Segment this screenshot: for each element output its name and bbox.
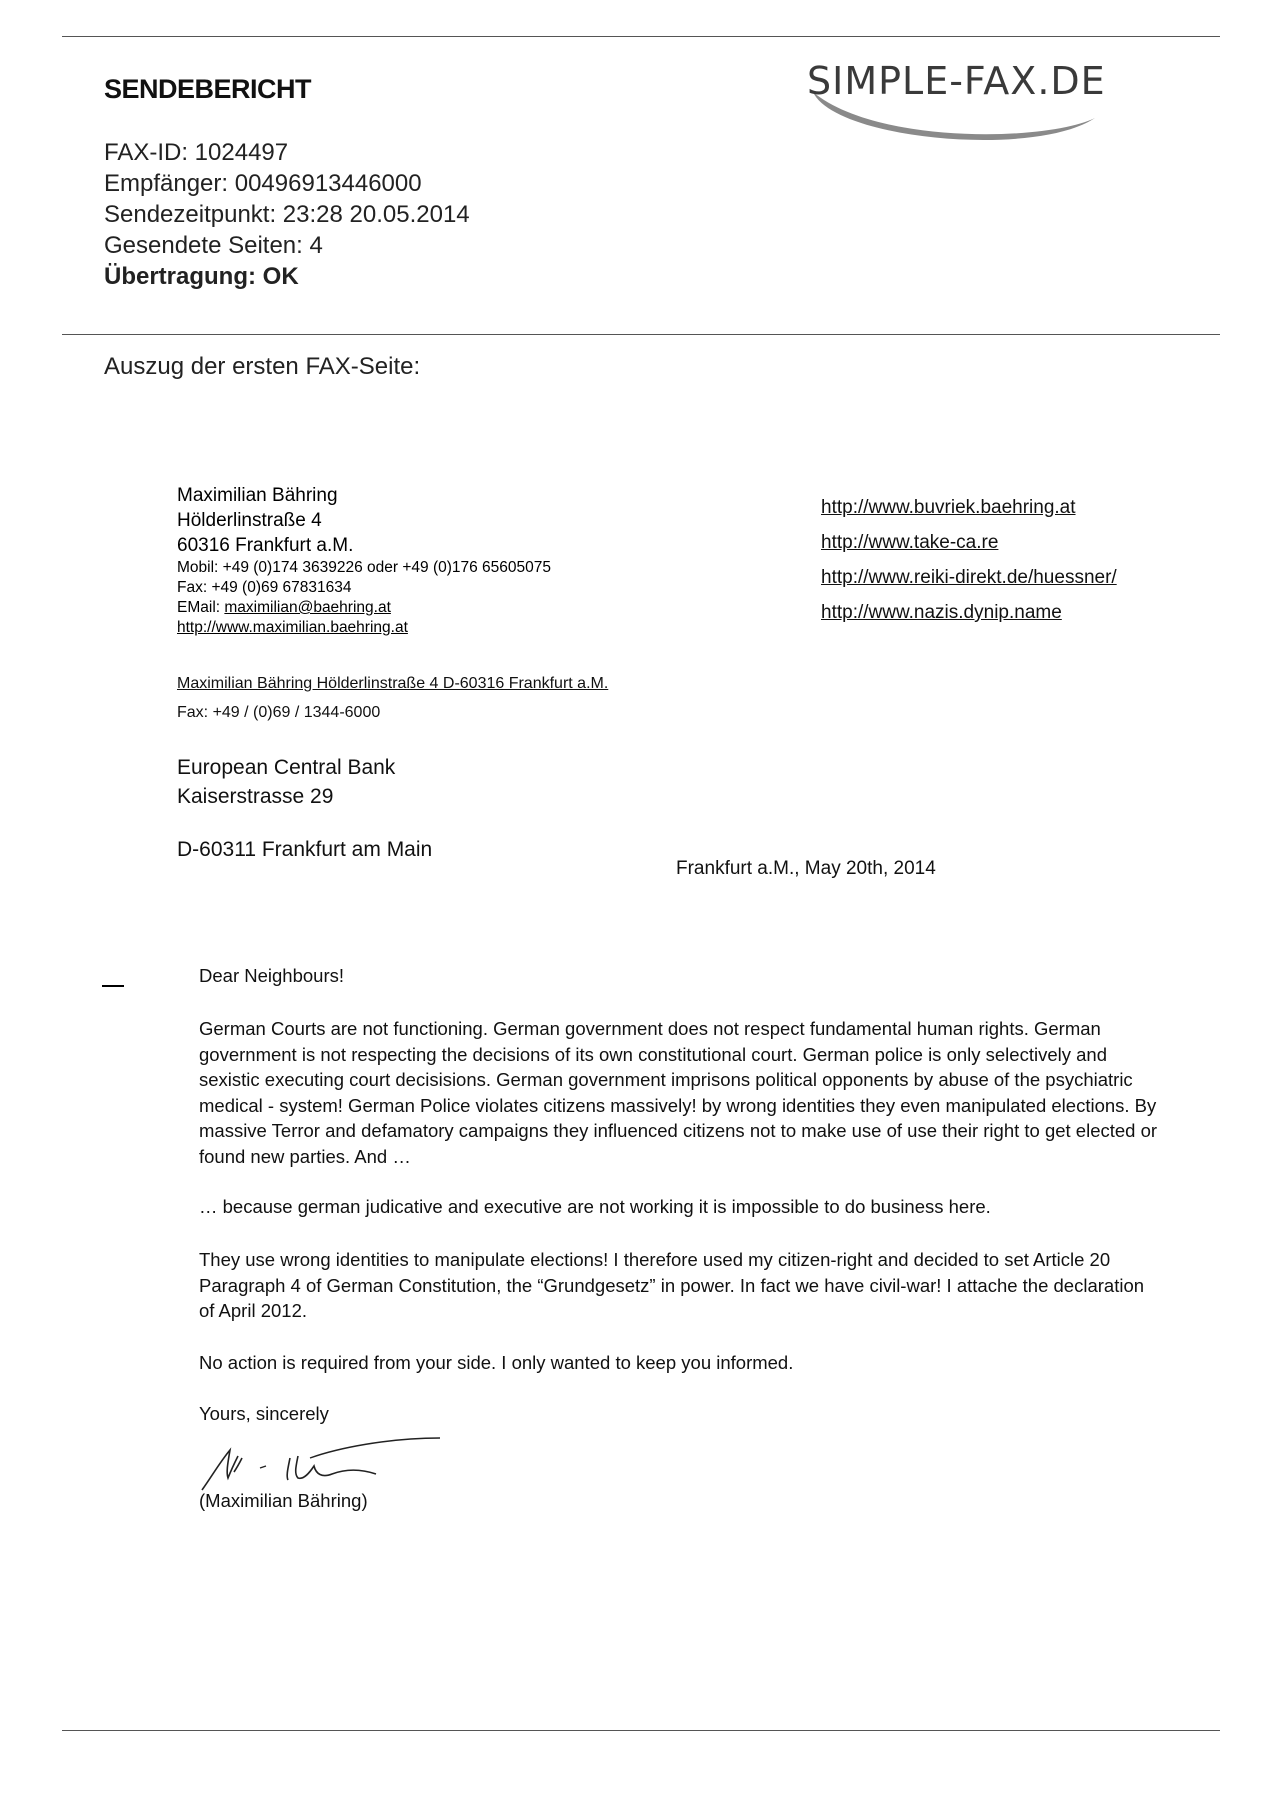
letter-paragraph-1: German Courts are not functioning. German government does not respect fundamental human rights. German government is not respecting the decisions of its own constitutional court. German police is only selectively and sexistic executing court decisisions. German government imprisons political opponents by abuse of the psychiatric medical - system! German Police violates citizens massively! by wrong identities they even manipulated elections. By massive Terror and defamatory campaigns they influenced citizens not to make use of use their right to get elected or found new parties. And … [199, 1018, 1158, 1167]
sender-website-link[interactable]: http://www.maximilian.baehring.at [177, 619, 408, 636]
link-buvriek[interactable]: http://www.buvriek.baehring.at [821, 497, 1076, 518]
signature-name: (Maximilian Bähring) [199, 1490, 368, 1511]
link-reiki[interactable]: http://www.reiki-direkt.de/huessner/ [821, 567, 1117, 588]
recipient-address [177, 753, 395, 811]
letter-closing: Yours, sincerely [199, 1403, 329, 1424]
top-divider [62, 36, 1220, 37]
report-title: SENDEBERICHT [104, 74, 312, 104]
sender-street: Hölderlinstraße 4 [177, 510, 322, 531]
letter-paragraph-4: No action is required from your side. I only wanted to keep you informed. [199, 1352, 794, 1373]
sender-fax: Fax: +49 (0)69 67831634 [177, 579, 352, 596]
link-nazis-dynip[interactable]: http://www.nazis.dynip.name [821, 602, 1062, 623]
send-time: Sendezeitpunkt: 23:28 20.05.2014 [104, 201, 470, 228]
recipient-fax: Fax: +49 / (0)69 / 1344-6000 [177, 704, 381, 721]
sender-email-line [177, 598, 551, 618]
simple-fax-logo [805, 58, 1205, 146]
fold-mark [102, 985, 124, 987]
pages-sent: Gesendete Seiten: 4 [104, 232, 323, 259]
letter-paragraph-2: … because german judicative and executive are not working it is impossible to do business here. [199, 1196, 991, 1217]
link-list [821, 490, 1117, 630]
sender-email-link[interactable]: maximilian@baehring.at [224, 599, 391, 616]
section-divider [62, 334, 1220, 335]
link-take-care[interactable]: http://www.take-ca.re [821, 532, 999, 553]
return-address: Maximilian Bähring Hölderlinstraße 4 D-60316 Frankfurt a.M. [177, 675, 609, 692]
letter-greeting: Dear Neighbours! [199, 965, 344, 986]
recipient-street: Kaiserstrasse 29 [177, 785, 334, 808]
bottom-divider [62, 1730, 1220, 1731]
email-label: EMail: [177, 599, 225, 616]
recipient-city: D-60311 Frankfurt am Main [177, 838, 433, 861]
sender-mobile: Mobil: +49 (0)174 3639226 oder +49 (0)176 65605075 [177, 559, 552, 576]
sender-city: 60316 Frankfurt a.M. [177, 535, 354, 556]
letter-date: Frankfurt a.M., May 20th, 2014 [676, 858, 936, 879]
transmission-status: Übertragung: OK [104, 263, 299, 290]
recipient-name: European Central Bank [177, 756, 396, 779]
handwritten-signature [198, 1428, 448, 1498]
sender-block [177, 483, 551, 638]
recipient-number: Empfänger: 00496913446000 [104, 170, 422, 197]
report-details [104, 137, 470, 292]
letter-paragraph-3: They use wrong identities to manipulate elections! I therefore used my citizen-right and decided to set Article 20 Paragraph 4 of German Constitution, the “Grundgesetz” in power. In fact we have civil-war! I attache the declaration of April 2012. [199, 1249, 1145, 1321]
logo-text: SIMPLE-FAX.DE [807, 59, 1106, 103]
sender-name: Maximilian Bähring [177, 485, 338, 506]
excerpt-label: Auszug der ersten FAX-Seite: [104, 353, 421, 380]
fax-id: FAX-ID: 1024497 [104, 139, 289, 166]
